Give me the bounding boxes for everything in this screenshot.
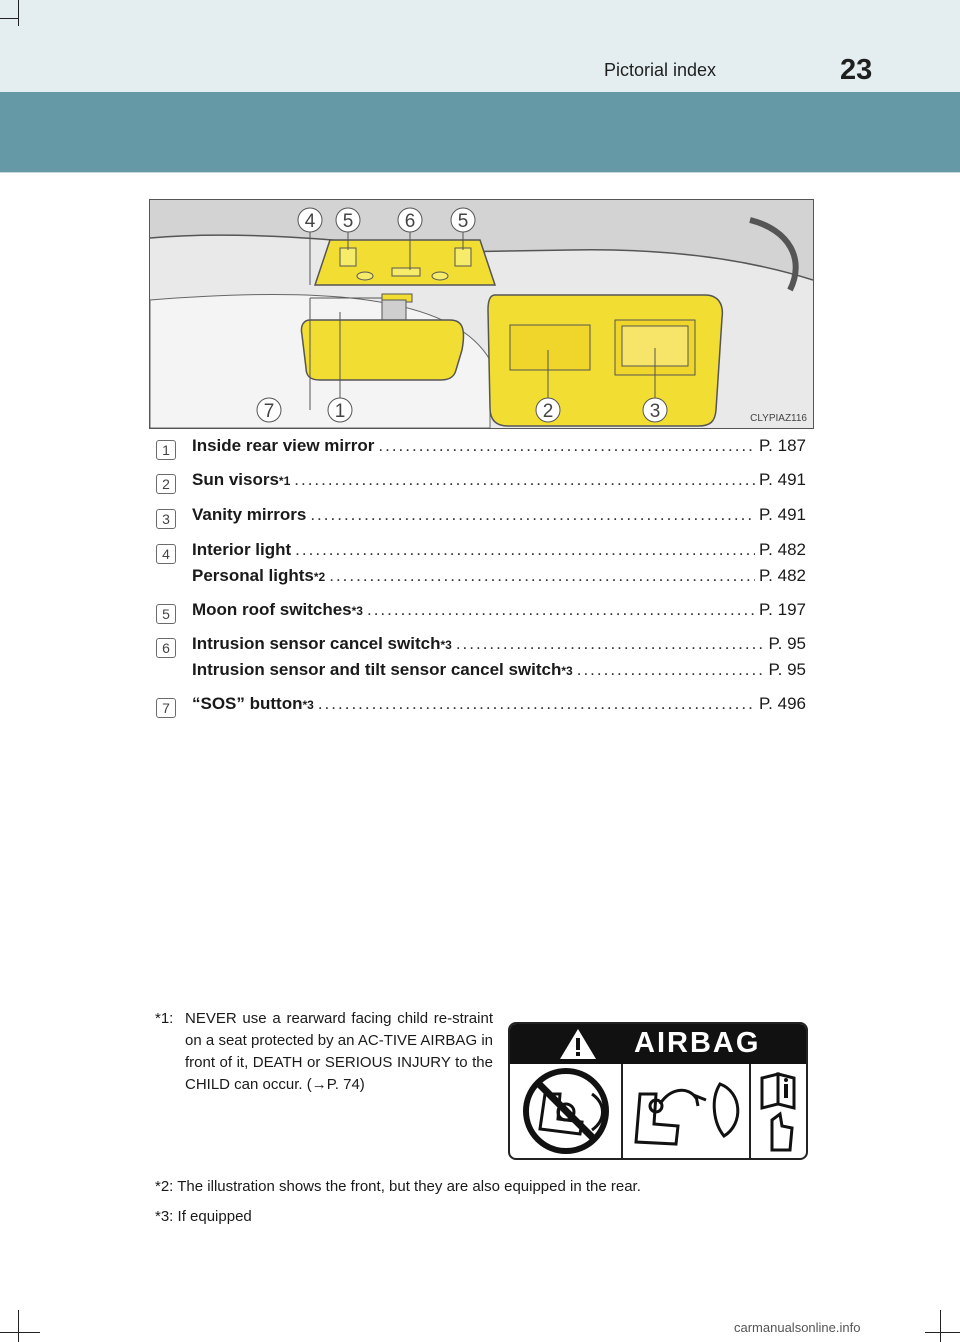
entry-label: Personal lights xyxy=(192,566,314,585)
index-entry xyxy=(156,470,806,500)
entry-line xyxy=(192,505,806,525)
footnote-mark: *3 xyxy=(561,664,573,678)
entry-number: 1 xyxy=(156,440,176,460)
entry-number: 6 xyxy=(156,638,176,658)
entry-label: Intrusion sensor cancel switch xyxy=(192,634,441,653)
entry-label: Inside rear view mirror xyxy=(192,436,375,455)
page-ref[interactable]: P. 95 xyxy=(768,634,806,653)
entry-line xyxy=(192,694,806,714)
page-number: 23 xyxy=(840,54,873,86)
page-ref[interactable]: P. 482 xyxy=(759,566,806,585)
entry-label: Interior light xyxy=(192,540,292,559)
warning-triangle-icon xyxy=(558,1027,598,1061)
entry-line xyxy=(192,470,806,490)
footnote-1 xyxy=(155,1008,493,1096)
section-banner xyxy=(0,92,960,172)
callout-label: 3 xyxy=(649,401,661,422)
entry-number: 4 xyxy=(156,544,176,564)
index-entry xyxy=(156,540,806,596)
manual-book-icon xyxy=(762,1074,794,1150)
entry-line xyxy=(192,634,806,654)
callout-label: 6 xyxy=(404,211,416,232)
footnote-text: NEVER use a rearward facing child re-straint on a seat protected by an AC-TIVE AIRBAG in front of it, DEATH or SERIOUS INJURY to the CHILD can occur. (→P. 74) xyxy=(185,1010,493,1093)
callout-label: 4 xyxy=(304,211,316,232)
leader-dots xyxy=(318,694,755,714)
index-entry xyxy=(156,436,806,466)
entry-label: Intrusion sensor and tilt sensor cancel switch xyxy=(192,660,562,679)
callout-label: 5 xyxy=(457,211,469,232)
leader-dots xyxy=(295,540,755,560)
callout-label: 7 xyxy=(263,401,275,422)
callout-label: 1 xyxy=(334,401,346,422)
crop-mark xyxy=(925,1332,960,1333)
warning-header xyxy=(510,1024,806,1064)
index-entry xyxy=(156,694,806,724)
page-ref[interactable]: P. 187 xyxy=(759,436,806,455)
crop-mark xyxy=(940,1310,941,1342)
leader-dots xyxy=(456,634,765,654)
warning-pictograms xyxy=(510,1064,806,1158)
leader-dots xyxy=(367,600,755,620)
page-ref[interactable]: P. 482 xyxy=(759,540,806,559)
entry-label: Moon roof switches xyxy=(192,600,352,619)
illustration-code: CLYPIAZ116 xyxy=(750,413,807,424)
index-entry xyxy=(156,600,806,630)
entry-line xyxy=(192,566,806,586)
page-ref[interactable]: P. 491 xyxy=(759,505,806,524)
watermark: carmanualsonline.info xyxy=(734,1320,861,1335)
footnote-mark: *3 xyxy=(440,638,452,652)
interior-illustration xyxy=(149,199,814,429)
index-entry xyxy=(156,505,806,535)
page-ref[interactable]: P. 95 xyxy=(768,660,806,679)
footnote-mark: *2 xyxy=(313,570,326,584)
footnote-mark: *3 xyxy=(351,604,363,618)
airbag-warning-label xyxy=(508,1022,808,1160)
warning-title: AIRBAG xyxy=(634,1027,761,1059)
footnote-mark: *3 xyxy=(302,698,314,712)
entry-line xyxy=(192,540,806,560)
seat-airbag-icon xyxy=(636,1084,738,1144)
footnote-3 xyxy=(155,1208,252,1225)
no-child-seat-icon xyxy=(526,1071,606,1151)
footnote-mark: *1: xyxy=(155,1010,174,1027)
footnote-mark: *2: xyxy=(155,1178,174,1195)
entry-label: “SOS” button xyxy=(192,694,303,713)
footnote-text: If equipped xyxy=(177,1208,252,1225)
entry-number: 7 xyxy=(156,698,176,718)
entry-label: Sun visors xyxy=(192,470,279,489)
page-ref[interactable]: P. 496 xyxy=(759,694,806,713)
overhead-console-drawing xyxy=(150,200,813,428)
leader-dots xyxy=(378,436,755,456)
callout-label: 5 xyxy=(342,211,354,232)
page-ref[interactable]: P. 197 xyxy=(759,600,806,619)
crop-mark xyxy=(0,18,18,19)
entry-number: 2 xyxy=(156,474,176,494)
entry-line xyxy=(192,436,806,456)
crop-mark xyxy=(18,1310,19,1342)
callout-label: 2 xyxy=(542,401,554,422)
footnote-mark: *3: xyxy=(155,1208,174,1225)
entry-number: 3 xyxy=(156,509,176,529)
index-entry xyxy=(156,634,806,690)
page-ref[interactable]: P. 491 xyxy=(759,470,806,489)
section-title: Pictorial index xyxy=(604,60,717,80)
footnote-text: The illustration shows the front, but they are also equipped in the rear. xyxy=(177,1178,641,1195)
leader-dots xyxy=(577,660,765,680)
entry-label: Vanity mirrors xyxy=(192,505,307,524)
header-band xyxy=(0,0,960,92)
leader-dots xyxy=(310,505,755,525)
entry-line xyxy=(192,600,806,620)
crop-mark xyxy=(0,1332,40,1333)
footnote-mark: *1 xyxy=(278,474,291,488)
entry-line xyxy=(192,660,806,680)
leader-dots xyxy=(294,470,755,490)
entry-number: 5 xyxy=(156,604,176,624)
leader-dots xyxy=(329,566,755,586)
footnote-2 xyxy=(155,1178,641,1195)
crop-mark xyxy=(18,0,19,26)
divider xyxy=(0,172,960,173)
